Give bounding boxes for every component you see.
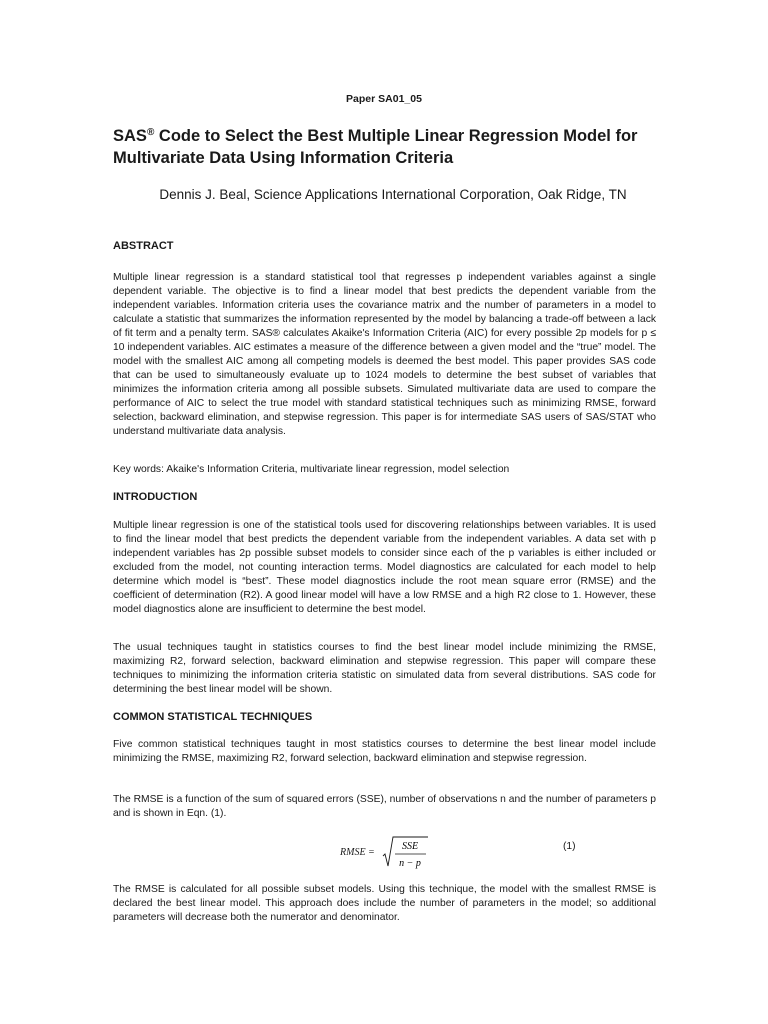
common-techniques-heading: COMMON STATISTICAL TECHNIQUES xyxy=(113,711,313,723)
abstract-paragraph: Multiple linear regression is a standard statistical tool that regresses p independent variables against a single dependent variable. The objective is to find a linear model that best predicts the dependent variable from the independent variables. Information criteria uses the covariance matrix and the number of parameters in a model to calculate a statistic that summarizes the information represented by the model by balancing a trade-off between a lack of fit term and a penalty term. SAS® calculates Akaike's Information Criteria (AIC) for every possible 2p models for p ≤ 10 independent variables. AIC estimates a measure of the difference between a given model and the “true” model. The model with the smallest AIC among all competing models is deemed the best model. This paper provides SAS code that can be used to simultaneously evaluate up to 1024 models to determine the best subset of variables that minimizes the information criteria among all possible subsets. Simulated multivariate data are used to compare the performance of AIC to select the true model with standard statistical techniques such as minimizing RMSE, forward selection, backward elimination, and stepwise regression. This paper is for intermediate SAS users of SAS/STAT who understand multivariate data analysis. xyxy=(113,272,656,437)
equation-number: (1) xyxy=(563,841,576,852)
rmse-equation xyxy=(340,836,430,870)
title-rest: Code to Select the Best Multiple Linear Regression Model for Multivariate Data Using Information Criteria xyxy=(113,127,638,167)
common-techniques-paragraph-3: The RMSE is calculated for all possible subset models. Using this technique, the model with the smallest RMSE is declared the best linear model. This approach does include the number of parameters in the model; so additional parameters will decrease both the numerator and denominator. xyxy=(113,884,656,923)
introduction-paragraph-1: Multiple linear regression is one of the statistical tools used for discovering relationships between variables. It is used to find the linear model that best predicts the dependent variable from the independent variables. A data set with p independent variables has 2p possible subset models to consider since each of the p variables is either included or excluded from the model, not counting interaction terms. Model diagnostics are calculated for each model to help determine which model is “best”. These model diagnostics include the root mean square error (RMSE) and the coefficient of determination (R2). A good linear model will have a low RMSE and a high R2 close to 1. However, these model diagnostics alone are insufficient to determine the best model. xyxy=(113,520,656,615)
equation-numerator: SSE xyxy=(401,841,419,852)
paper-title xyxy=(113,125,673,169)
title-sas: SAS xyxy=(113,127,147,145)
author-line: Dennis J. Beal, Science Applications International Corporation, Oak Ridge, TN xyxy=(159,187,627,202)
square-root-fraction xyxy=(382,836,430,870)
common-techniques-paragraph-1: Five common statistical techniques taught in most statistics courses to determine the best linear model include minimizing the RMSE, maximizing R2, forward selection, backward elimination and stepwise regression. xyxy=(113,739,656,764)
paper-id: Paper SA01_05 xyxy=(346,93,422,105)
keywords-line: Key words: Akaike's Information Criteria, multivariate linear regression, model selection xyxy=(113,464,510,475)
abstract-heading: ABSTRACT xyxy=(113,240,174,252)
introduction-paragraph-2: The usual techniques taught in statistics courses to find the best linear model include minimizing the RMSE, maximizing R2, forward selection, backward elimination and stepwise regression. This paper will compare these techniques to minimizing the information criteria statistic on simulated data from several distributions. SAS code for determining the best linear model will be shown. xyxy=(113,642,656,695)
equation-lhs: RMSE = xyxy=(340,847,375,858)
registered-mark: ® xyxy=(146,127,155,138)
equation-denominator: n − p xyxy=(399,858,421,869)
common-techniques-paragraph-2: The RMSE is a function of the sum of squared errors (SSE), number of observations n and the number of parameters p and is shown in Eqn. (1). xyxy=(113,794,656,819)
introduction-heading: INTRODUCTION xyxy=(113,491,198,503)
